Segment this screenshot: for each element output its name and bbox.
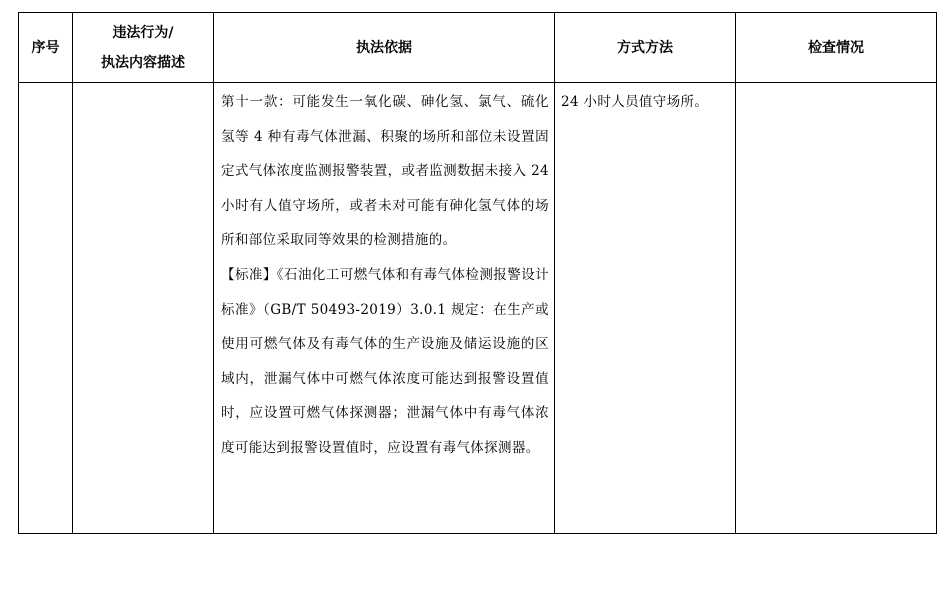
header-violation-line2: 执法内容描述 [101, 54, 185, 71]
header-method: 方式方法 [555, 13, 736, 83]
enforcement-table [18, 12, 937, 534]
header-basis: 执法依据 [214, 13, 555, 83]
basis-paragraph-2: 【标准】《石油化工可燃气体和有毒气体检测报警设计标准》（GB/T 50493-2019）3.0.1 规定：在生产或使用可燃气体及有毒气体的生产设施及储运设施的区域内，泄漏气体中可燃气体浓度可能达到报警设置值时，应设置可燃气体探测器；泄漏气体中有毒气体浓度可能达到报警设置值时，应设置有毒气体探测器。 [221, 266, 549, 456]
header-violation [73, 13, 214, 83]
cell-basis [214, 83, 555, 534]
table-header-row [19, 13, 937, 83]
cell-method [555, 83, 736, 534]
table-row [19, 83, 937, 534]
basis-paragraph-1: 第十一款：可能发生一氧化碳、砷化氢、氯气、硫化氢等 4 种有毒气体泄漏、积聚的场所和部位未设置固定式气体浓度监测报警装置，或者监测数据未接入 24 小时有人值守场所，或者未对可能有砷化氢气体的场所和部位采取同等效果的检测措施的。 [221, 94, 549, 249]
header-inspection: 检查情况 [736, 13, 937, 83]
cell-inspection [736, 83, 937, 534]
method-text: 24 小时人员值守场所。 [561, 94, 709, 110]
header-violation-line1: 违法行为/ [112, 24, 174, 41]
cell-seq [19, 83, 73, 534]
header-seq: 序号 [19, 13, 73, 83]
cell-violation [73, 83, 214, 534]
